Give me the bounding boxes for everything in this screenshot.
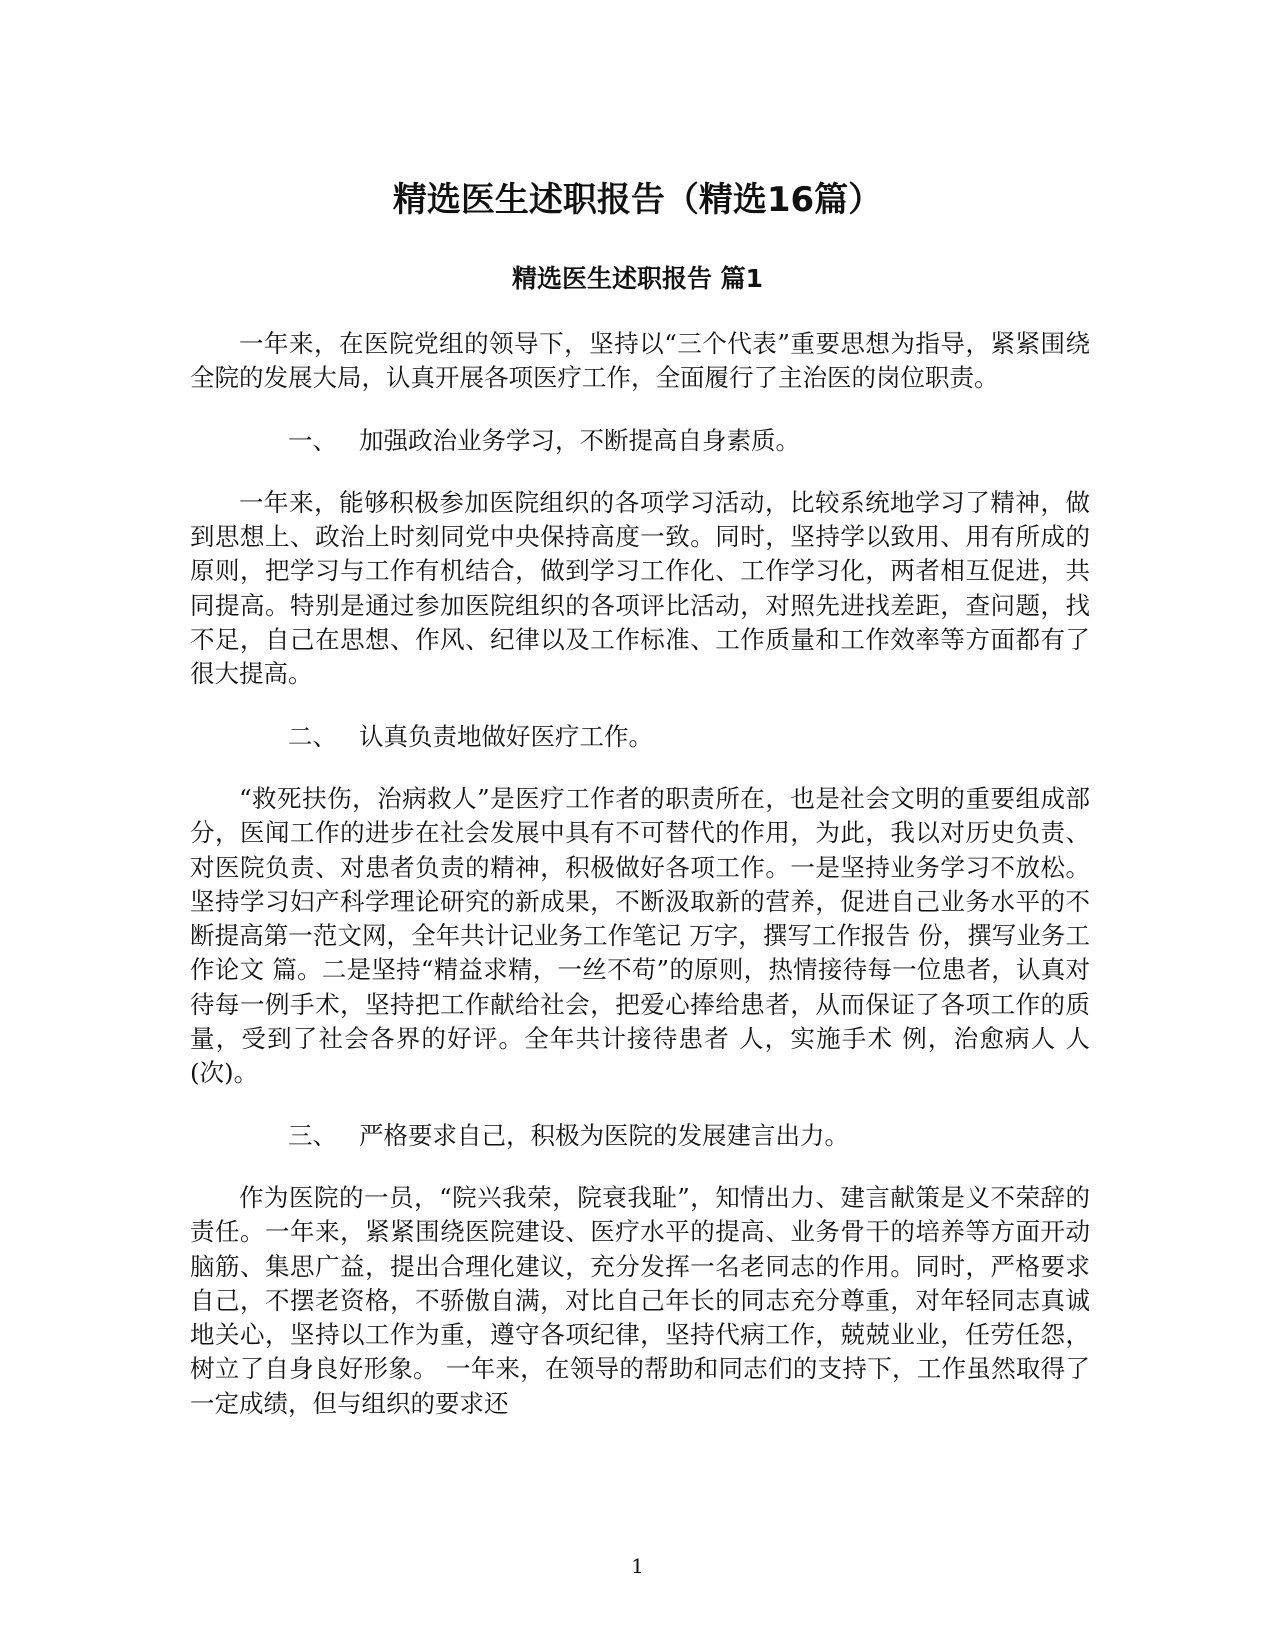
paragraph-self-discipline: 作为医院的一员，“院兴我荣，院衰我耻”，知情出力、建言献策是义不荣辞的责任。一年来，紧紧围绕医院建设、医疗水平的提高、业务骨干的培养等方面开动脑筋、集思广益，提出合理化建议，充分发挥一名老同志的作用。同时，严格要求自己，不摆老资格，不骄傲自满，对比自己年长的同志充分尊重，对年轻同志真诚地关心，坚持以工作为重，遵守各项纪律，坚持代病工作，兢兢业业，任劳任怨，树立了自身良好形象。 一年来，在领导的帮助和同志们的支持下，工作虽然取得了一定成绩，但与组织的要求还 bbox=[190, 1182, 1090, 1418]
paragraph-study: 一年来，能够积极参加医院组织的各项学习活动，比较系统地学习了精神，做到思想上、政治上时刻同党中央保持高度一致。同时，坚持学以致用、用有所成的原则，把学习与工作有机结合，做到学习工作化、工作学习化，两者相互促进，共同提高。特别是通过参加医院组织的各项评比活动，对照先进找差距，查问题，找不足，自己在思想、作风、纪律以及工作标准、工作质量和工作效率等方面都有了很大提高。 bbox=[190, 487, 1090, 689]
heading-3 bbox=[190, 1119, 1090, 1153]
heading-1 bbox=[190, 424, 1090, 458]
heading-2 bbox=[190, 720, 1090, 754]
heading-2-text: 认真负责地做好医疗工作。 bbox=[359, 721, 654, 751]
heading-3-text: 严格要求自己，积极为医院的发展建言出力。 bbox=[359, 1120, 850, 1150]
heading-1-number: 一、 bbox=[288, 425, 337, 455]
intro-paragraph: 一年来，在医院党组的领导下，坚持以“三个代表”重要思想为指导，紧紧围绕全院的发展大局，认真开展各项医疗工作，全面履行了主治医的岗位职责。 bbox=[190, 329, 1090, 393]
section-title: 精选医生述职报告 篇1 bbox=[511, 264, 764, 293]
heading-1-text: 加强政治业务学习，不断提高自身素质。 bbox=[359, 425, 801, 455]
heading-3-number: 三、 bbox=[288, 1120, 337, 1150]
heading-2-number: 二、 bbox=[288, 721, 337, 751]
page-number: 1 bbox=[631, 1554, 644, 1578]
document-body bbox=[190, 327, 1090, 1449]
document-title: 精选医生述职报告（精选16篇） bbox=[392, 180, 883, 220]
paragraph-medical-work: “救死扶伤，治病救人”是医疗工作者的职责所在，也是社会文明的重要组成部分，医闻工作的进步在社会发展中具有不可替代的作用，为此，我以对历史负责、对医院负责、对患者负责的精神，积极做好各项工作。一是坚持业务学习不放松。坚持学习妇产科学理论研究的新成果，不断汲取新的营养，促进自己业务水平的不断提高第一范文网，全年共计记业务工作笔记 万字，撰写工作报告 份，撰写业务工作论文 篇。二是坚持“精益求精，一丝不苟”的原则，热情接待每一位患者，认真对待每一例手术，坚持把工作献给社会，把爱心捧给患者，从而保证了各项工作的质量，受到了社会各界的好评。全年共计接待患者 人，实施手术 例，治愈病人 人(次)。 bbox=[190, 783, 1090, 1088]
